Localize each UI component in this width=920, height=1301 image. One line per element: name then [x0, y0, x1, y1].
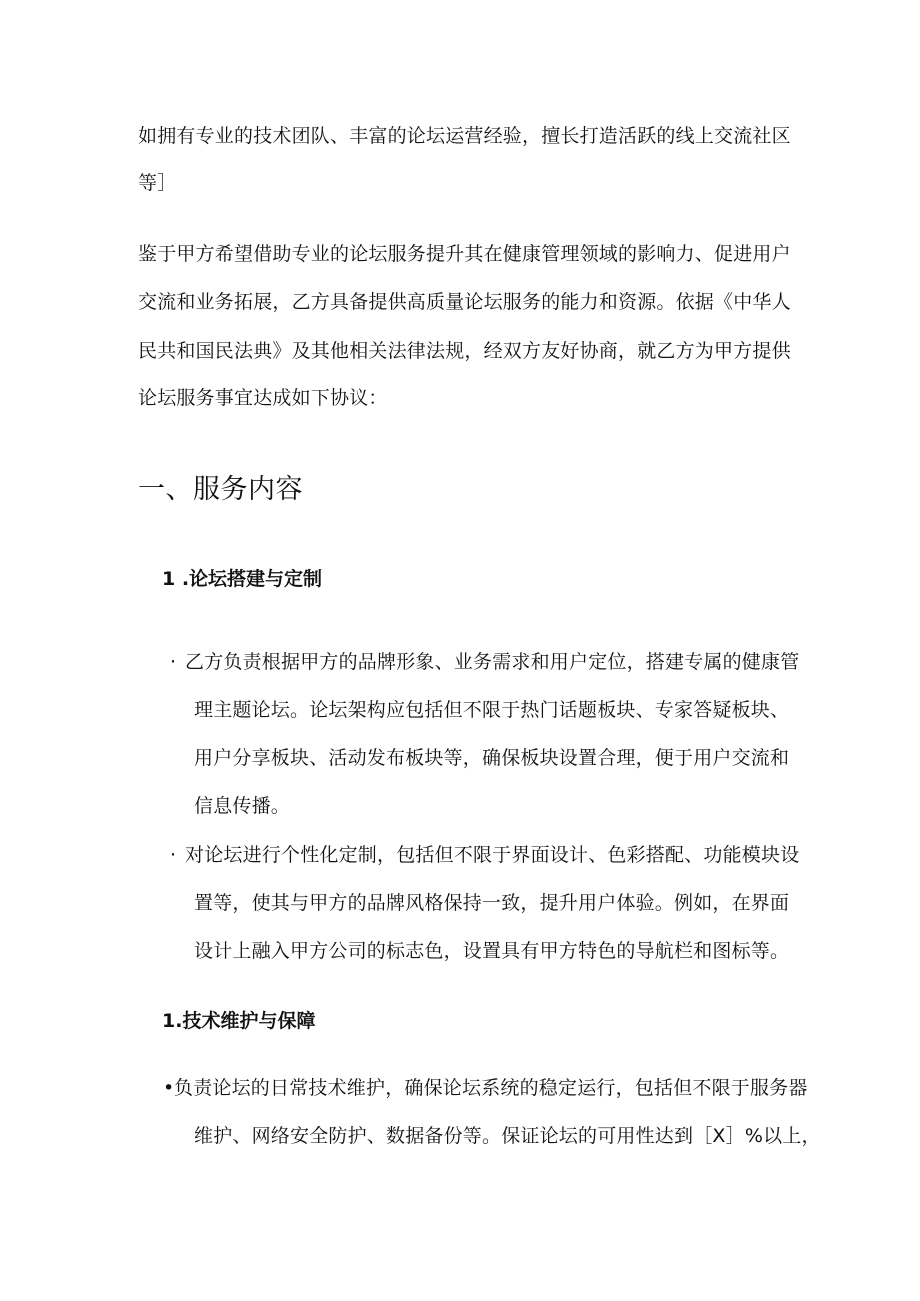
bullet-marker: • [163, 1077, 175, 1099]
item2-line-3: 设计上融入甲方公司的标志色，设置具有甲方特色的导航栏和图标等。 [194, 940, 790, 962]
preamble-line-3: 民共和国民法典》及其他相关法律法规，经双方友好协商，就乙方为甲方提供 [138, 340, 791, 362]
intro-line-2: 等］ [138, 172, 177, 194]
item2-line-2: 置等，使其与甲方的品牌风格保持一致，提升用户体验。例如，在界面 [194, 892, 790, 914]
item2-line-1: 对论坛进行个性化定制，包括但不限于界面设计、色彩搭配、功能模块设 [185, 844, 800, 866]
item1-line-1: 乙方负责根据甲方的品牌形象、业务需求和用户定位，搭建专属的健康管 [185, 651, 800, 673]
bullet-marker: · [170, 844, 177, 866]
preamble-line-1: 鉴于甲方希望借助专业的论坛服务提升其在健康管理领域的影响力、促进用户 [138, 243, 791, 265]
item1-line-2: 理主题论坛。论坛架构应包括但不限于热门话题板块、专家答疑板块、 [194, 699, 790, 721]
intro-line-1: 如拥有专业的技术团队、丰富的论坛运营经验，擅长打造活跃的线上交流社区 [138, 125, 791, 147]
section-heading: 一、服务内容 [138, 474, 303, 505]
preamble-line-2: 交流和业务拓展，乙方具备提供高质量论坛服务的能力和资源。依据《中华人 [138, 291, 791, 313]
subsection-title-2: 1.技术维护与保障 [162, 1010, 316, 1032]
preamble-line-4: 论坛服务事宜达成如下协议： [138, 387, 388, 409]
bullet-marker: · [170, 651, 177, 673]
subsection-title-1: 1 .论坛搭建与定制 [162, 568, 323, 590]
item1-line-4: 信息传播。 [194, 795, 291, 817]
item1-line-3: 用户分享板块、活动发布板块等，确保板块设置合理，便于用户交流和 [194, 747, 790, 769]
item3-line-2: 维护、网络安全防护、数据备份等。保证论坛的可用性达到［X］%以上， [194, 1125, 821, 1147]
item3-line-1: 负责论坛的日常技术维护，确保论坛系统的稳定运行，包括但不限于服务器 [174, 1077, 808, 1099]
